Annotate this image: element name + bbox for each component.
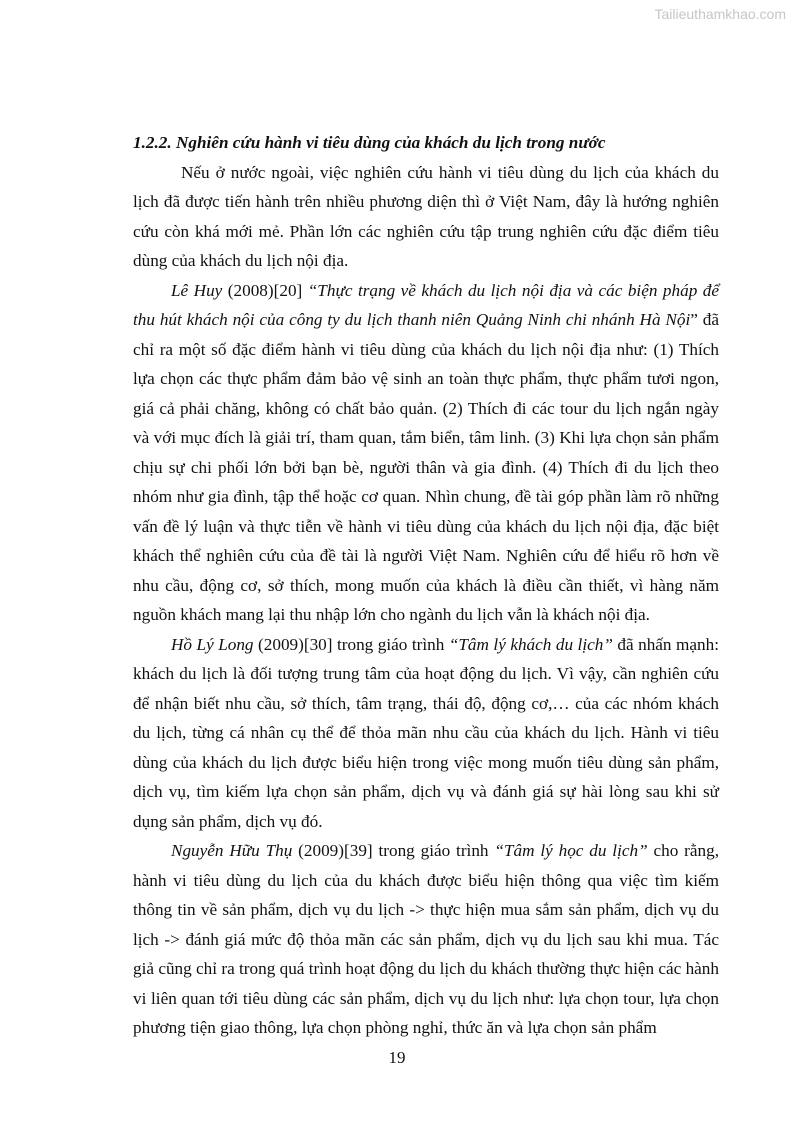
work-title: “Thực trạng về khách du lịch nội địa và các biện pháp để thu hút khách nội của công ty du lịch thanh niên Quảng Ninh chi nhánh Hà Nội bbox=[133, 280, 719, 329]
paragraph-nguyen-huu-thu bbox=[133, 836, 719, 1043]
work-title: “Tâm lý khách du lịch” bbox=[448, 634, 613, 654]
paragraph-ho-ly-long bbox=[133, 630, 719, 837]
author-name: Nguyễn Hữu Thụ bbox=[171, 841, 293, 860]
citation: (2009)[39] trong giáo trình bbox=[292, 841, 495, 860]
author-name: Lê Huy bbox=[171, 280, 223, 300]
document-body bbox=[133, 128, 719, 1043]
paragraph-text: cho rằng, hành vi tiêu dùng du lịch của du khách được biểu hiện thông qua việc tìm kiếm thông tin về sản phẩm, dịch vụ du lịch -> thực hiện mua sắm sản phẩm, dịch vụ du lịch -> đánh giá mức độ thỏa mãn các sản phẩm, dịch vụ du lịch sau khi mua. Tác giả cũng chỉ ra trong quá trình hoạt động du lịch du khách thường thực hiện các hành vi liên quan tới tiêu dùng các sản phẩm, dịch vụ du lịch như: lựa chọn tour, lựa chọn phương tiện giao thông, lựa chọn phòng nghỉ, thức ăn và lựa chọn sản phẩm bbox=[133, 841, 719, 1037]
page-number: 19 bbox=[388, 1048, 406, 1067]
work-title: “Tâm lý học du lịch” bbox=[494, 841, 648, 860]
citation: (2008)[20] bbox=[222, 280, 308, 300]
section-heading: 1.2.2. Nghiên cứu hành vi tiêu dùng của khách du lịch trong nước bbox=[133, 133, 606, 152]
paragraph-intro: Nếu ở nước ngoài, việc nghiên cứu hành vi tiêu dùng du lịch của khách du lịch đã được tiến hành trên nhiều phương diện thì ở Việt Nam, đây là hướng nghiên cứu còn khá mới mẻ. Phần lớn các nghiên cứu tập trung nghiên cứu đặc điểm tiêu dùng của khách du lịch nội địa. bbox=[133, 162, 719, 270]
citation: (2009)[30] trong giáo trình bbox=[253, 634, 449, 654]
author-name: Hồ Lý Long bbox=[171, 634, 254, 654]
paragraph-text: đã nhấn mạnh: khách du lịch là đối tượng trung tâm của hoạt động du lịch. Vì vậy, cần nghiên cứu để nhận biết nhu cầu, sở thích, tâm trạng, thái độ, động cơ,… của các nhóm khách du lịch, từng cá nhân cụ thể để thỏa mãn nhu cầu của khách du lịch. Hành vi tiêu dùng của khách du lịch được biểu hiện trong việc mong muốn tiêu dùng sản phẩm, dịch vụ, tìm kiếm lựa chọn sản phẩm, dịch vụ và đánh giá sự hài lòng sau khi sử dụng sản phẩm, dịch vụ đó. bbox=[133, 634, 719, 831]
watermark: Tailieuthamkhao.com bbox=[654, 6, 786, 22]
paragraph-le-huy bbox=[133, 276, 719, 630]
paragraph-text: ” đã chỉ ra một số đặc điểm hành vi tiêu dùng của khách du lịch nội địa như: (1) Thích lựa chọn các thực phẩm đảm bảo vệ sinh an toàn thực phẩm, thực phẩm tươi ngon, giá cả phải chăng, không có chất bảo quản. (2) Thích đi các tour du lịch ngắn ngày và với mục đích là giải trí, tham quan, tắm biển, tâm linh. (3) Khi lựa chọn sản phẩm chịu sự chi phối lớn bởi bạn bè, người thân và gia đình. (4) Thích đi du lịch theo nhóm như gia đình, tập thể hoặc cơ quan. Nhìn chung, đề tài góp phần làm rõ những vấn đề lý luận và thực tiễn về hành vi tiêu dùng của khách du lịch nội địa, đặc biệt khách thể nghiên cứu của đề tài là người Việt Nam. Nghiên cứu để hiểu rõ hơn về nhu cầu, động cơ, sở thích, mong muốn của khách là điều cần thiết, vì hàng năm nguồn khách mang lại thu nhập lớn cho ngành du lịch vẫn là khách nội địa. bbox=[133, 310, 719, 624]
